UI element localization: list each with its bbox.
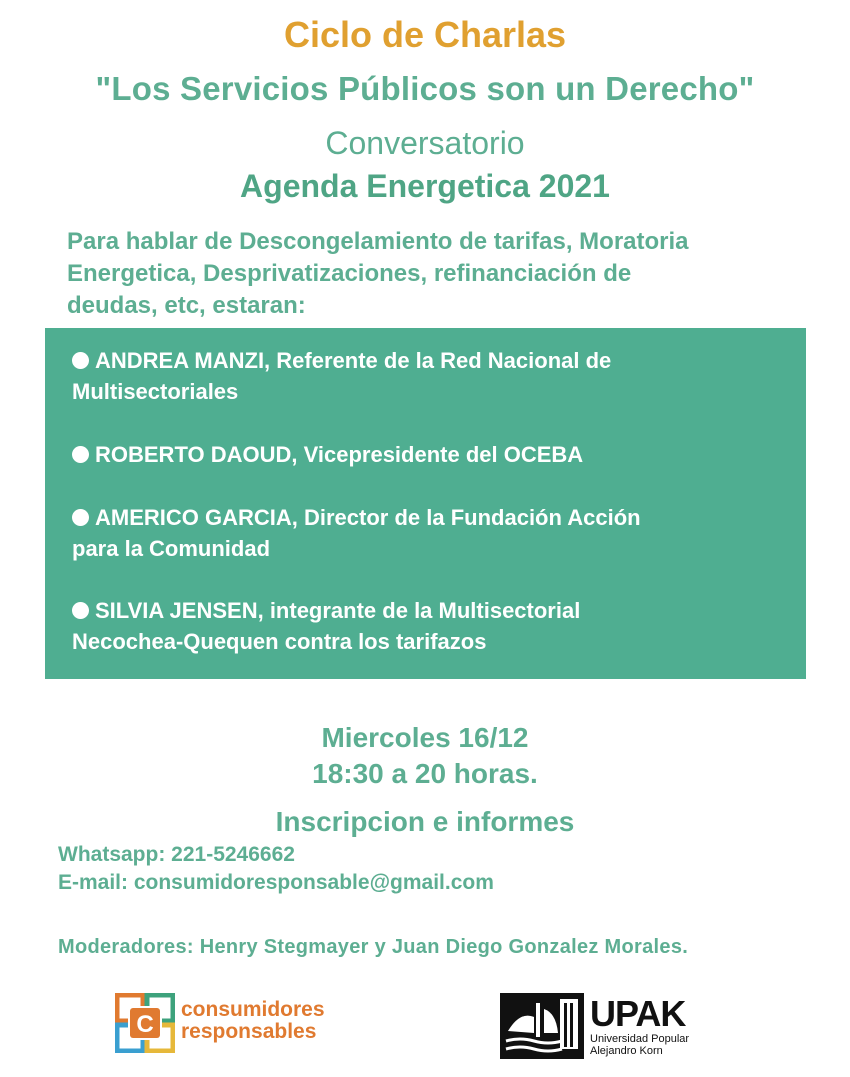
intro-paragraph xyxy=(67,226,827,322)
series-title: Ciclo de Charlas xyxy=(283,14,567,55)
upak-line: Alejandro Korn xyxy=(590,1045,663,1057)
speaker-line: ANDREA MANZI, Referente de la Red Nacional de xyxy=(95,348,612,373)
upak-emblem-icon xyxy=(500,993,584,1059)
bullet-icon xyxy=(72,352,89,369)
speaker-line: AMERICO GARCIA, Director de la Fundación Acción xyxy=(95,505,641,530)
whatsapp-contact: Whatsapp: 221-5246662 xyxy=(58,843,295,866)
event-title: Agenda Energetica 2021 xyxy=(240,168,610,204)
consumidores-responsables-logo xyxy=(115,993,355,1053)
bullet-icon xyxy=(72,446,89,463)
consumidores-logo-icon xyxy=(115,993,175,1053)
speaker-line: ROBERTO DAOUD, Vicepresidente del OCEBA xyxy=(95,442,584,467)
contact-heading: Inscripcion e informes xyxy=(275,806,575,837)
speaker-item xyxy=(72,502,792,564)
email-contact: E-mail: consumidoresponsable@gmail.com xyxy=(58,871,494,894)
speakers-panel xyxy=(45,328,806,679)
speaker-item xyxy=(72,345,792,407)
event-time: 18:30 a 20 horas. xyxy=(312,758,538,789)
speaker-item xyxy=(72,595,792,657)
series-subtitle: "Los Servicios Públicos son un Derecho" xyxy=(95,70,755,107)
event-date: Miercoles 16/12 xyxy=(321,722,529,753)
upak-name: UPAK xyxy=(590,993,686,1034)
upak-line: Universidad Popular xyxy=(590,1033,690,1045)
speaker-line: Multisectoriales xyxy=(72,379,239,404)
moderators-line: Moderadores: Henry Stegmayer y Juan Diego Gonzalez Morales. xyxy=(58,936,689,958)
event-kind: Conversatorio xyxy=(325,125,525,161)
speaker-line: Necochea-Quequen contra los tarifazos xyxy=(72,629,487,654)
upak-logo xyxy=(500,993,720,1063)
speaker-line: SILVIA JENSEN, integrante de la Multisectorial xyxy=(95,598,581,623)
bullet-icon xyxy=(72,509,89,526)
intro-line: Para hablar de Descongelamiento de tarifas, Moratoria xyxy=(67,228,689,255)
logo-line: consumidores xyxy=(181,998,325,1021)
logo-line: responsables xyxy=(181,1020,317,1043)
bullet-icon xyxy=(72,602,89,619)
speaker-item xyxy=(72,439,792,470)
intro-line: Energetica, Desprivatizaciones, refinanciación de xyxy=(67,260,632,287)
intro-line: deudas, etc, estaran: xyxy=(67,292,306,319)
logo-letter: C xyxy=(136,1011,154,1038)
speaker-line: para la Comunidad xyxy=(72,536,271,561)
